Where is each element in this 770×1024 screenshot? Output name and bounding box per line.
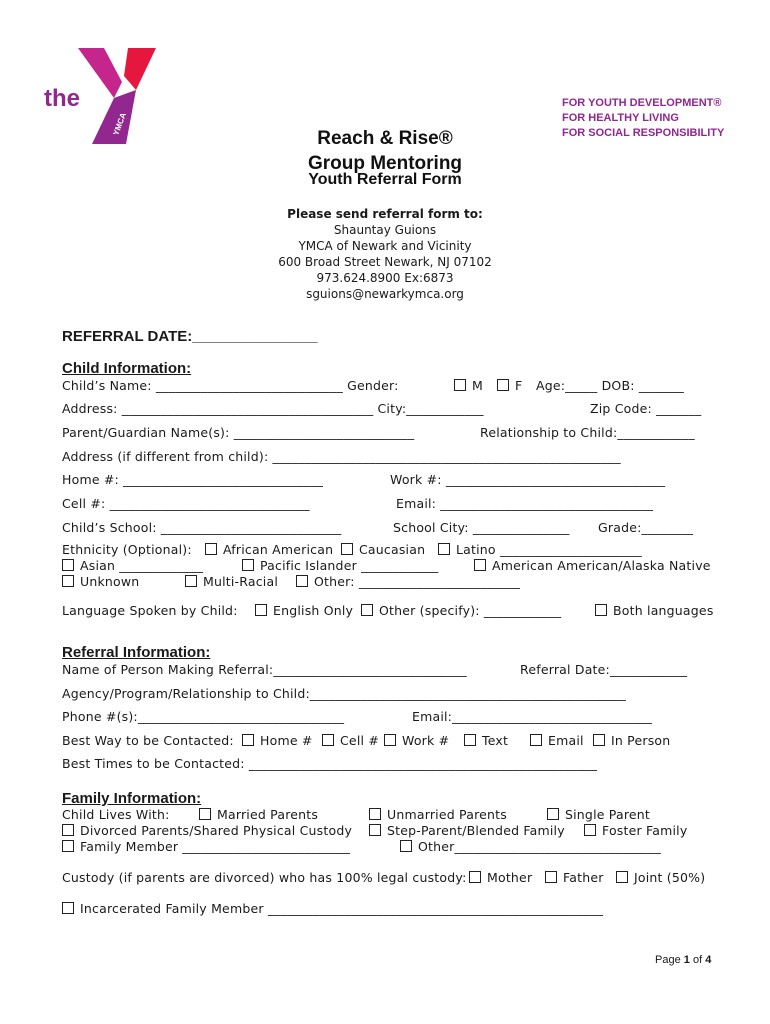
send-to-street: 600 Broad Street Newark, NJ 07102 (278, 255, 492, 269)
checkbox[interactable] (255, 604, 267, 616)
relationship-field[interactable]: Relationship to Child:____________ (480, 425, 695, 440)
option-label: Other________________________________ (418, 839, 661, 854)
checkbox[interactable] (400, 840, 412, 852)
logo-word: the (44, 85, 80, 112)
option-label: Other (specify): ____________ (379, 603, 562, 618)
option-label: Foster Family (602, 823, 688, 838)
referral-date-field-2[interactable]: Referral Date:____________ (520, 662, 688, 677)
send-to-email: sguions@newarkymca.org (306, 287, 464, 301)
lives-other[interactable] (400, 839, 661, 854)
option-label: Asian _____________ (80, 558, 204, 573)
contact-in-person[interactable] (593, 733, 670, 748)
grade-field[interactable]: Grade:________ (598, 520, 694, 535)
checkbox[interactable] (62, 824, 74, 836)
checkbox[interactable] (464, 734, 476, 746)
language-other[interactable] (361, 603, 561, 618)
checkbox[interactable] (242, 559, 254, 571)
ethnicity-caucasian[interactable] (341, 542, 425, 557)
ethnicity-other[interactable] (296, 574, 520, 589)
agency-field[interactable]: Agency/Program/Relationship to Child:_________________________________________________ (62, 686, 626, 701)
title-line-2: Group Mentoring (307, 153, 463, 174)
checkbox[interactable] (369, 808, 381, 820)
home-phone-field[interactable]: Home #: _______________________________ (62, 472, 324, 487)
option-label: Home # (260, 733, 313, 748)
page-number (655, 954, 711, 966)
option-label: Single Parent (565, 807, 651, 822)
language-label: Language Spoken by Child: (62, 603, 238, 618)
school-city-field[interactable]: School City: _______________ (393, 520, 570, 535)
option-label: Multi-Racial (203, 574, 279, 589)
checkbox[interactable] (62, 840, 74, 852)
school-field[interactable]: Child’s School: ____________________________ (62, 520, 342, 535)
tagline-line-3: FOR SOCIAL RESPONSIBILITY (562, 127, 725, 139)
work-phone-field[interactable]: Work #: __________________________________ (390, 472, 666, 487)
cell-phone-field[interactable]: Cell #: _______________________________ (62, 496, 310, 511)
checkbox[interactable] (361, 604, 373, 616)
checkbox[interactable] (595, 604, 607, 616)
lives-family-member[interactable] (62, 839, 350, 854)
option-label: Incarcerated Family Member ____________________________________________________ (80, 901, 604, 916)
checkbox[interactable] (474, 559, 486, 571)
title-line-1: Reach & Rise® (317, 128, 453, 149)
custody-father[interactable] (545, 870, 604, 885)
best-times-field[interactable]: Best Times to be Contacted: ______________________________________________________ (62, 756, 598, 771)
page-total: 4 (705, 954, 712, 966)
lives-married[interactable] (199, 807, 318, 822)
lives-with-label: Child Lives With: (62, 807, 170, 822)
contact-work[interactable] (384, 733, 449, 748)
language-english[interactable] (255, 603, 353, 618)
checkbox[interactable] (369, 824, 381, 836)
zip-field[interactable]: Zip Code: _______ (590, 401, 702, 416)
option-label: African American (223, 542, 334, 557)
gender-m-label: M (472, 378, 483, 393)
option-label: Married Parents (217, 807, 319, 822)
child-info-heading: Child Information: (62, 360, 192, 377)
send-to-block (0, 206, 770, 302)
contact-text[interactable] (464, 733, 508, 748)
checkbox[interactable] (185, 575, 197, 587)
option-label: Email (548, 733, 584, 748)
option-label: Step-Parent/Blended Family (387, 823, 565, 838)
tagline-line-2: FOR HEALTHY LIVING (562, 112, 679, 124)
ethnicity-native[interactable] (474, 558, 711, 573)
custody-joint[interactable] (616, 870, 705, 885)
checkbox[interactable] (547, 808, 559, 820)
option-label: Mother (487, 870, 533, 885)
checkbox[interactable] (584, 824, 596, 836)
referral-date-field[interactable]: REFERRAL DATE:_______________ (62, 328, 318, 345)
referral-info-heading: Referral Information: (62, 644, 211, 661)
incarcerated-member[interactable] (62, 901, 603, 916)
gender-f-option[interactable] (497, 378, 522, 393)
alt-address-field[interactable]: Address (if different from child): ______________________________________________________ (62, 449, 621, 464)
gender-f-checkbox[interactable] (497, 379, 509, 391)
page-current: 1 (683, 954, 690, 966)
ethnicity-latino[interactable] (438, 542, 642, 557)
custody-mother[interactable] (469, 870, 532, 885)
lives-single[interactable] (547, 807, 650, 822)
lives-foster[interactable] (584, 823, 687, 838)
family-info-heading: Family Information: (62, 790, 202, 807)
address-city-field[interactable]: Address: _______________________________________ City:____________ (62, 401, 484, 416)
ethnicity-unknown[interactable] (62, 574, 139, 589)
option-label: In Person (611, 733, 671, 748)
checkbox[interactable] (384, 734, 396, 746)
option-label: Text (482, 733, 509, 748)
checkbox[interactable] (545, 871, 557, 883)
checkbox[interactable] (242, 734, 254, 746)
option-label: Father (563, 870, 604, 885)
ethnicity-multi-racial[interactable] (185, 574, 278, 589)
option-label: Work # (402, 733, 450, 748)
logo-letters: YMCA (111, 111, 128, 137)
option-label: English Only (273, 603, 354, 618)
form-title (0, 126, 770, 176)
ethnicity-label: Ethnicity (Optional): (62, 542, 192, 557)
guardian-field[interactable]: Parent/Guardian Name(s): ____________________________ (62, 425, 415, 440)
ethnicity-asian[interactable] (62, 558, 203, 573)
send-to-org: YMCA of Newark and Vicinity (298, 239, 472, 253)
option-label: Pacific Islander ____________ (260, 558, 439, 573)
tagline-line-1: FOR YOUTH DEVELOPMENT® (562, 97, 722, 109)
option-label: Caucasian (359, 542, 426, 557)
referrer-name-field[interactable]: Name of Person Making Referral:______________________________ (62, 662, 467, 677)
option-label: Unknown (80, 574, 140, 589)
checkbox[interactable] (341, 543, 353, 555)
referrer-phone-field[interactable]: Phone #(s):________________________________ (62, 709, 345, 724)
ethnicity-pacific-islander[interactable] (242, 558, 439, 573)
send-to-heading: Please send referral form to: (287, 207, 483, 221)
page-of: of (692, 954, 703, 966)
checkbox[interactable] (296, 575, 308, 587)
gender-f-label: F (515, 378, 523, 393)
send-to-phone: 973.624.8900 Ex:6873 (316, 271, 454, 285)
child-name-field[interactable]: Child’s Name: _____________________________ Gender: (62, 378, 399, 393)
option-label: Other: _________________________ (314, 574, 521, 589)
option-label: Cell # (340, 733, 380, 748)
checkbox[interactable] (469, 871, 481, 883)
option-label: Latino ______________________ (456, 542, 642, 557)
language-both[interactable] (595, 603, 714, 618)
gender-m-checkbox[interactable] (454, 379, 466, 391)
form-subtitle: Youth Referral Form (308, 171, 462, 188)
checkbox[interactable] (616, 871, 628, 883)
checkbox[interactable] (530, 734, 542, 746)
option-label: Divorced Parents/Shared Physical Custody (80, 823, 353, 838)
checkbox[interactable] (322, 734, 334, 746)
option-label: Unmarried Parents (387, 807, 507, 822)
referrer-email-field[interactable]: Email:_______________________________ (412, 709, 653, 724)
checkbox[interactable] (199, 808, 211, 820)
contact-home[interactable] (242, 733, 313, 748)
option-label: American American/Alaska Native (492, 558, 711, 573)
lives-divorced[interactable] (62, 823, 352, 838)
page-prefix: Page (655, 954, 681, 966)
contact-email[interactable] (530, 733, 584, 748)
checkbox[interactable] (593, 734, 605, 746)
option-label: Joint (50%) (634, 870, 706, 885)
lives-step-parent[interactable] (369, 823, 565, 838)
lives-unmarried[interactable] (369, 807, 507, 822)
custody-label: Custody (if parents are divorced) who has 100% legal custody: (62, 870, 467, 885)
checkbox[interactable] (62, 559, 74, 571)
checkbox[interactable] (62, 575, 74, 587)
ethnicity-african-american[interactable] (205, 542, 333, 557)
send-to-name: Shauntay Guions (333, 223, 437, 237)
option-label: Both languages (613, 603, 714, 618)
option-label: Family Member __________________________ (80, 839, 351, 854)
contact-cell[interactable] (322, 733, 379, 748)
checkbox[interactable] (205, 543, 217, 555)
email-field[interactable]: Email: _________________________________ (396, 496, 654, 511)
age-dob-field[interactable]: Age:_____ DOB: _______ (536, 378, 684, 393)
checkbox[interactable] (62, 902, 74, 914)
checkbox[interactable] (438, 543, 450, 555)
contact-method-label: Best Way to be Contacted: (62, 733, 234, 748)
gender-m-option[interactable] (454, 378, 483, 393)
